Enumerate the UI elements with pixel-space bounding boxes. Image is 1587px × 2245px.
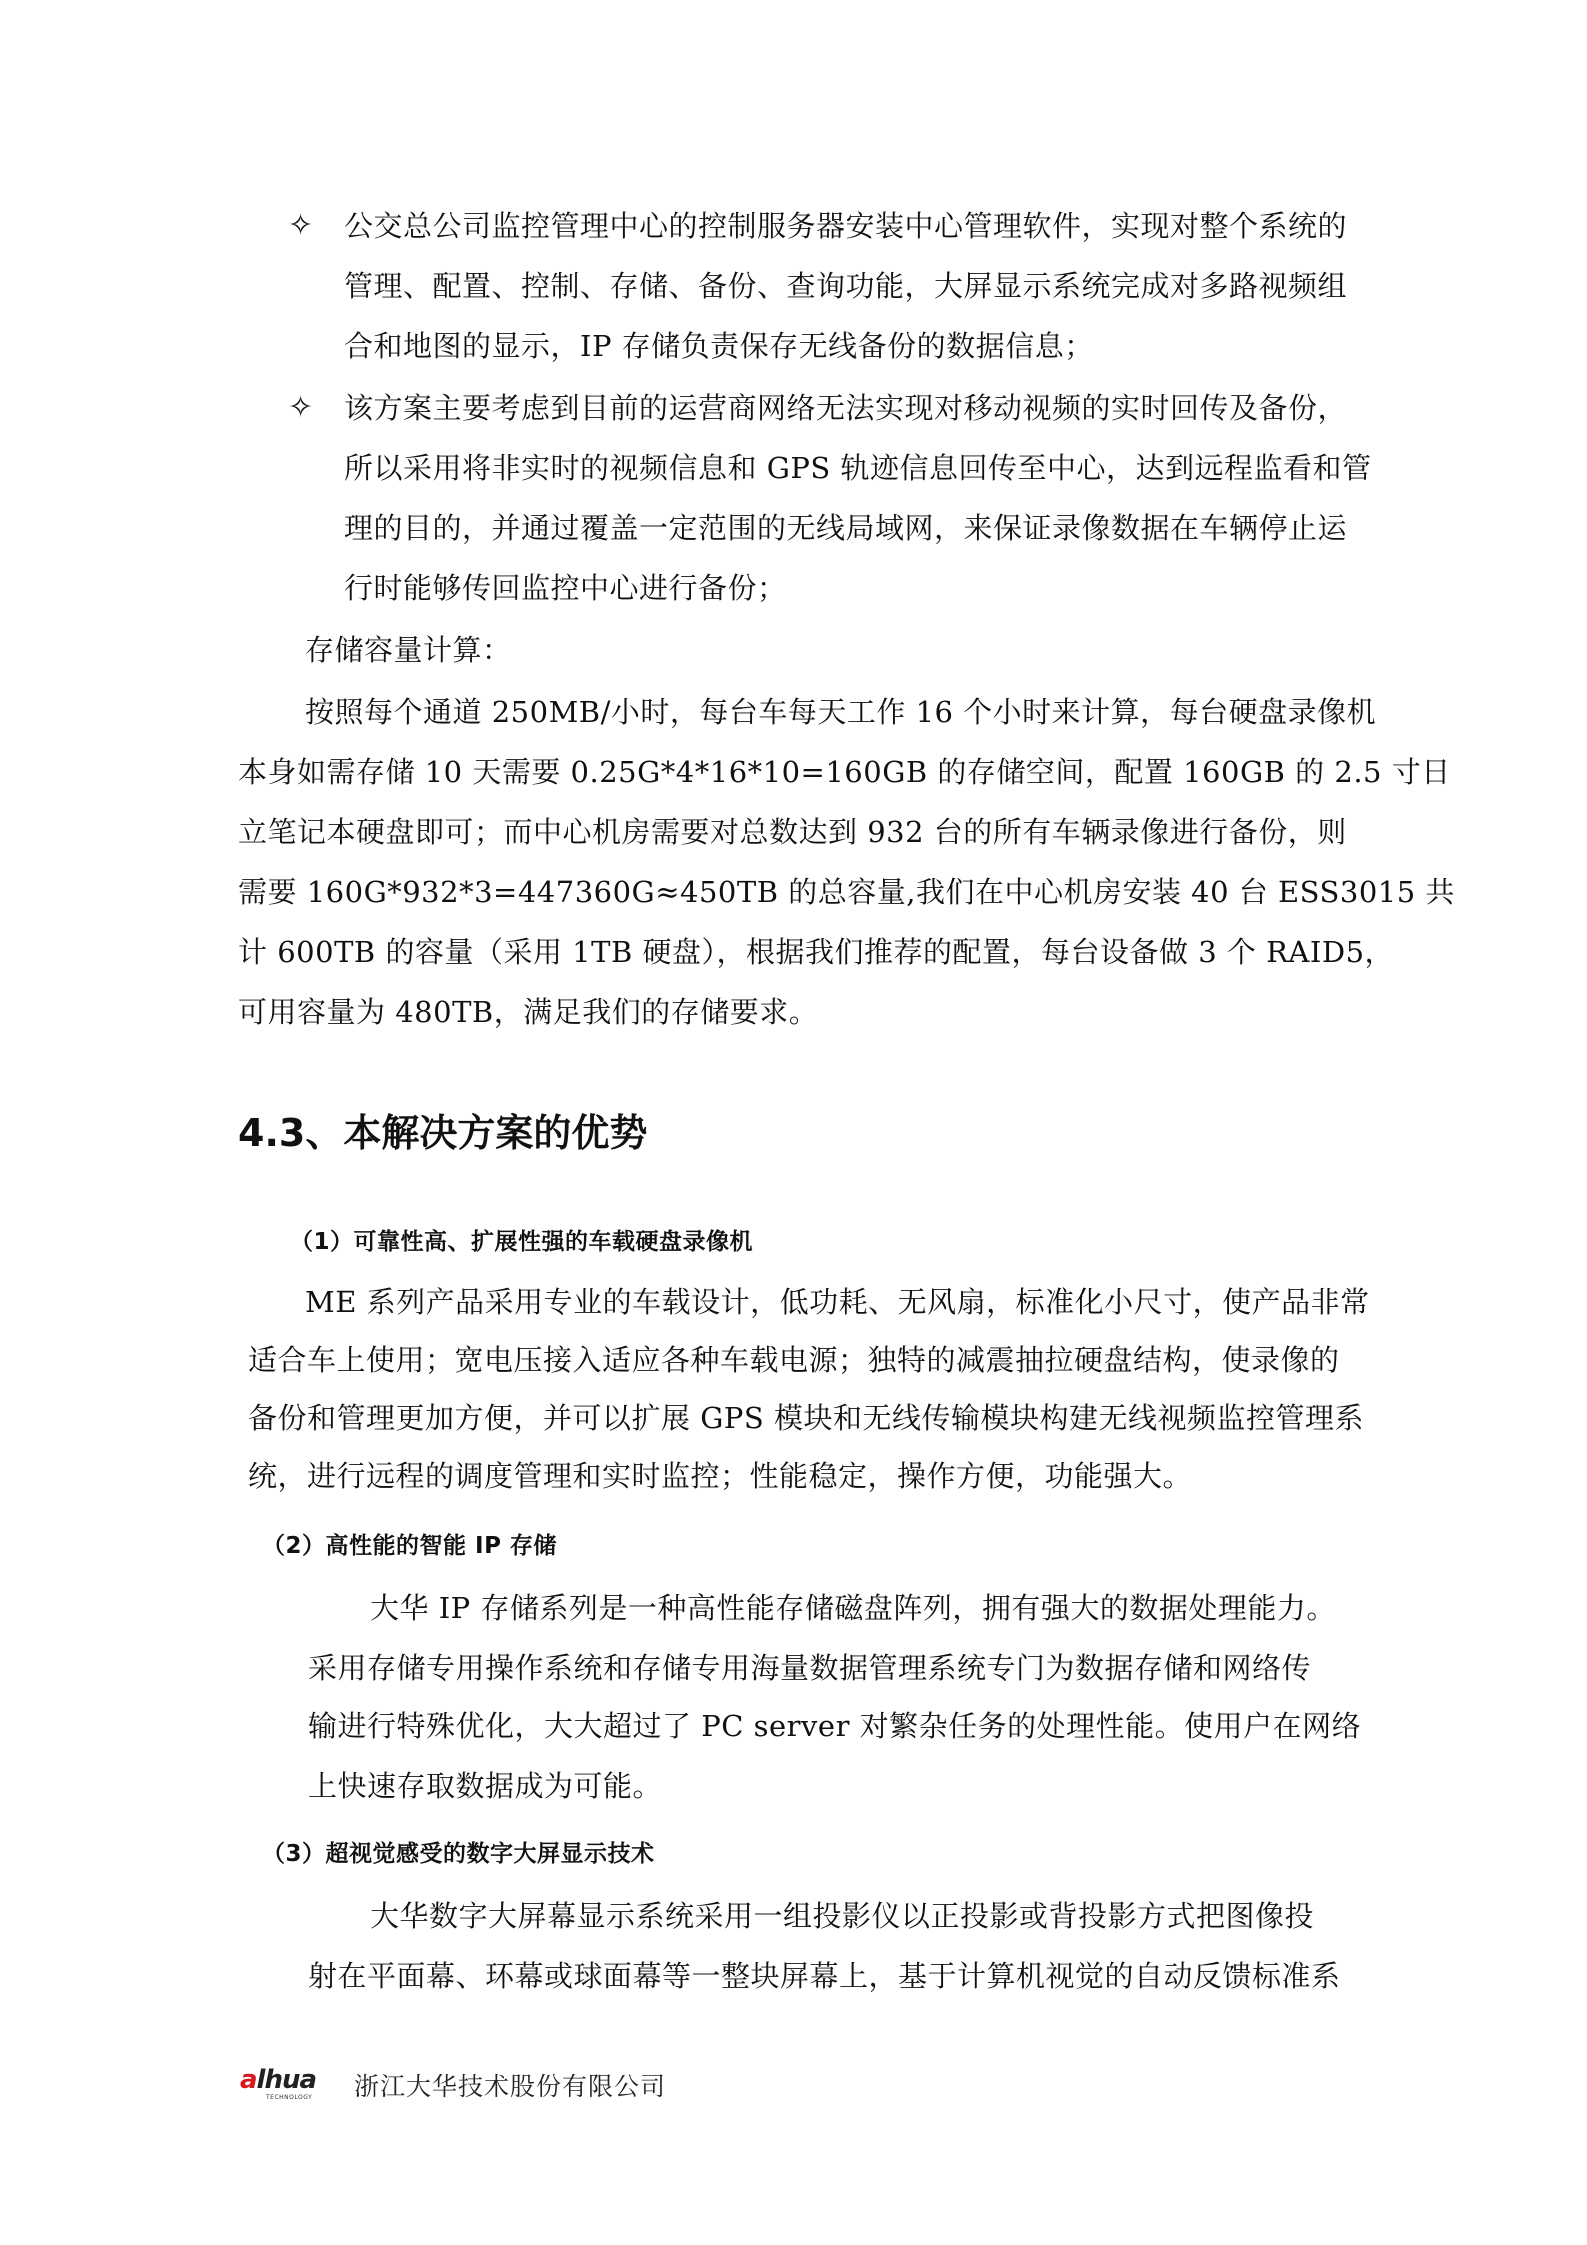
bullet-1-line-3: 合和地图的显示，IP 存储负责保存无线备份的数据信息；	[344, 329, 1094, 363]
item-3-line-1: 大华数字大屏幕显示系统采用一组投影仪以正投影或背投影方式把图像投	[370, 1899, 1315, 1933]
bullet-2-line-1: 该方案主要考虑到目前的运营商网络无法实现对移动视频的实时回传及备份，	[344, 391, 1348, 425]
diamond-bullet-icon: ✧	[288, 208, 314, 243]
page-footer	[240, 2065, 666, 2105]
section-heading: 4.3、本解决方案的优势	[238, 1111, 648, 1155]
storage-line-3: 立笔记本硬盘即可；而中心机房需要对总数达到 932 台的所有车辆录像进行备份，则	[238, 815, 1347, 849]
bullet-2-line-2: 所以采用将非实时的视频信息和 GPS 轨迹信息回传至中心，达到远程监看和管	[344, 451, 1372, 485]
logo-wordmark: alhua	[240, 2065, 317, 2095]
bullet-1-line-1: 公交总公司监控管理中心的控制服务器安装中心管理软件，实现对整个系统的	[344, 209, 1348, 243]
storage-line-4: 需要 160G*932*3=447360G≈450TB 的总容量,我们在中心机房安装 40 台 ESS3015 共	[238, 875, 1455, 909]
item-1-line-1: ME 系列产品采用专业的车载设计，低功耗、无风扇，标准化小尺寸，使产品非常	[305, 1285, 1370, 1319]
storage-title: 存储容量计算：	[305, 633, 512, 667]
storage-line-2: 本身如需存储 10 天需要 0.25G*4*16*10=160GB 的存储空间，配置 160GB 的 2.5 寸日	[238, 755, 1451, 789]
item-2-line-3: 输进行特殊优化，大大超过了 PC server 对繁杂任务的处理性能。使用户在网络	[308, 1709, 1362, 1743]
item-3-line-2: 射在平面幕、环幕或球面幕等一整块屏幕上，基于计算机视觉的自动反馈标准系	[308, 1959, 1341, 1993]
item-2-line-2: 采用存储专用操作系统和存储专用海量数据管理系统专门为数据存储和网络传	[308, 1651, 1312, 1685]
item-2-title: （2）高性能的智能 IP 存储	[262, 1533, 557, 1559]
bullet-2-line-3: 理的目的，并通过覆盖一定范围的无线局域网，来保证录像数据在车辆停止运	[344, 511, 1348, 545]
bullet-2-line-4: 行时能够传回监控中心进行备份；	[344, 571, 787, 605]
storage-line-5: 计 600TB 的容量（采用 1TB 硬盘），根据我们推荐的配置，每台设备做 3 个 RAID5，	[238, 935, 1395, 969]
item-2-line-1: 大华 IP 存储系列是一种高性能存储磁盘阵列，拥有强大的数据处理能力。	[370, 1591, 1336, 1625]
company-name: 浙江大华技术股份有限公司	[354, 2072, 667, 2101]
dahua-logo	[240, 2065, 340, 2105]
item-3-title: （3）超视觉感受的数字大屏显示技术	[262, 1841, 655, 1867]
bullet-1-line-2: 管理、配置、控制、存储、备份、查询功能，大屏显示系统完成对多路视频组	[344, 269, 1348, 303]
item-1-line-4: 统，进行远程的调度管理和实时监控；性能稳定，操作方便，功能强大。	[248, 1459, 1193, 1493]
item-2-line-4: 上快速存取数据成为可能。	[308, 1769, 663, 1803]
diamond-bullet-icon: ✧	[288, 390, 314, 425]
item-1-line-3: 备份和管理更加方便，并可以扩展 GPS 模块和无线传输模块构建无线视频监控管理系	[248, 1401, 1364, 1435]
storage-line-1: 按照每个通道 250MB/小时，每台车每天工作 16 个小时来计算，每台硬盘录像机	[305, 695, 1377, 729]
storage-line-6: 可用容量为 480TB，满足我们的存储要求。	[238, 995, 819, 1029]
logo-subtitle: TECHNOLOGY	[266, 2094, 313, 2101]
item-1-title: （1）可靠性高、扩展性强的车载硬盘录像机	[290, 1229, 754, 1255]
item-1-line-2: 适合车上使用；宽电压接入适应各种车载电源；独特的减震抽拉硬盘结构，使录像的	[248, 1343, 1340, 1377]
